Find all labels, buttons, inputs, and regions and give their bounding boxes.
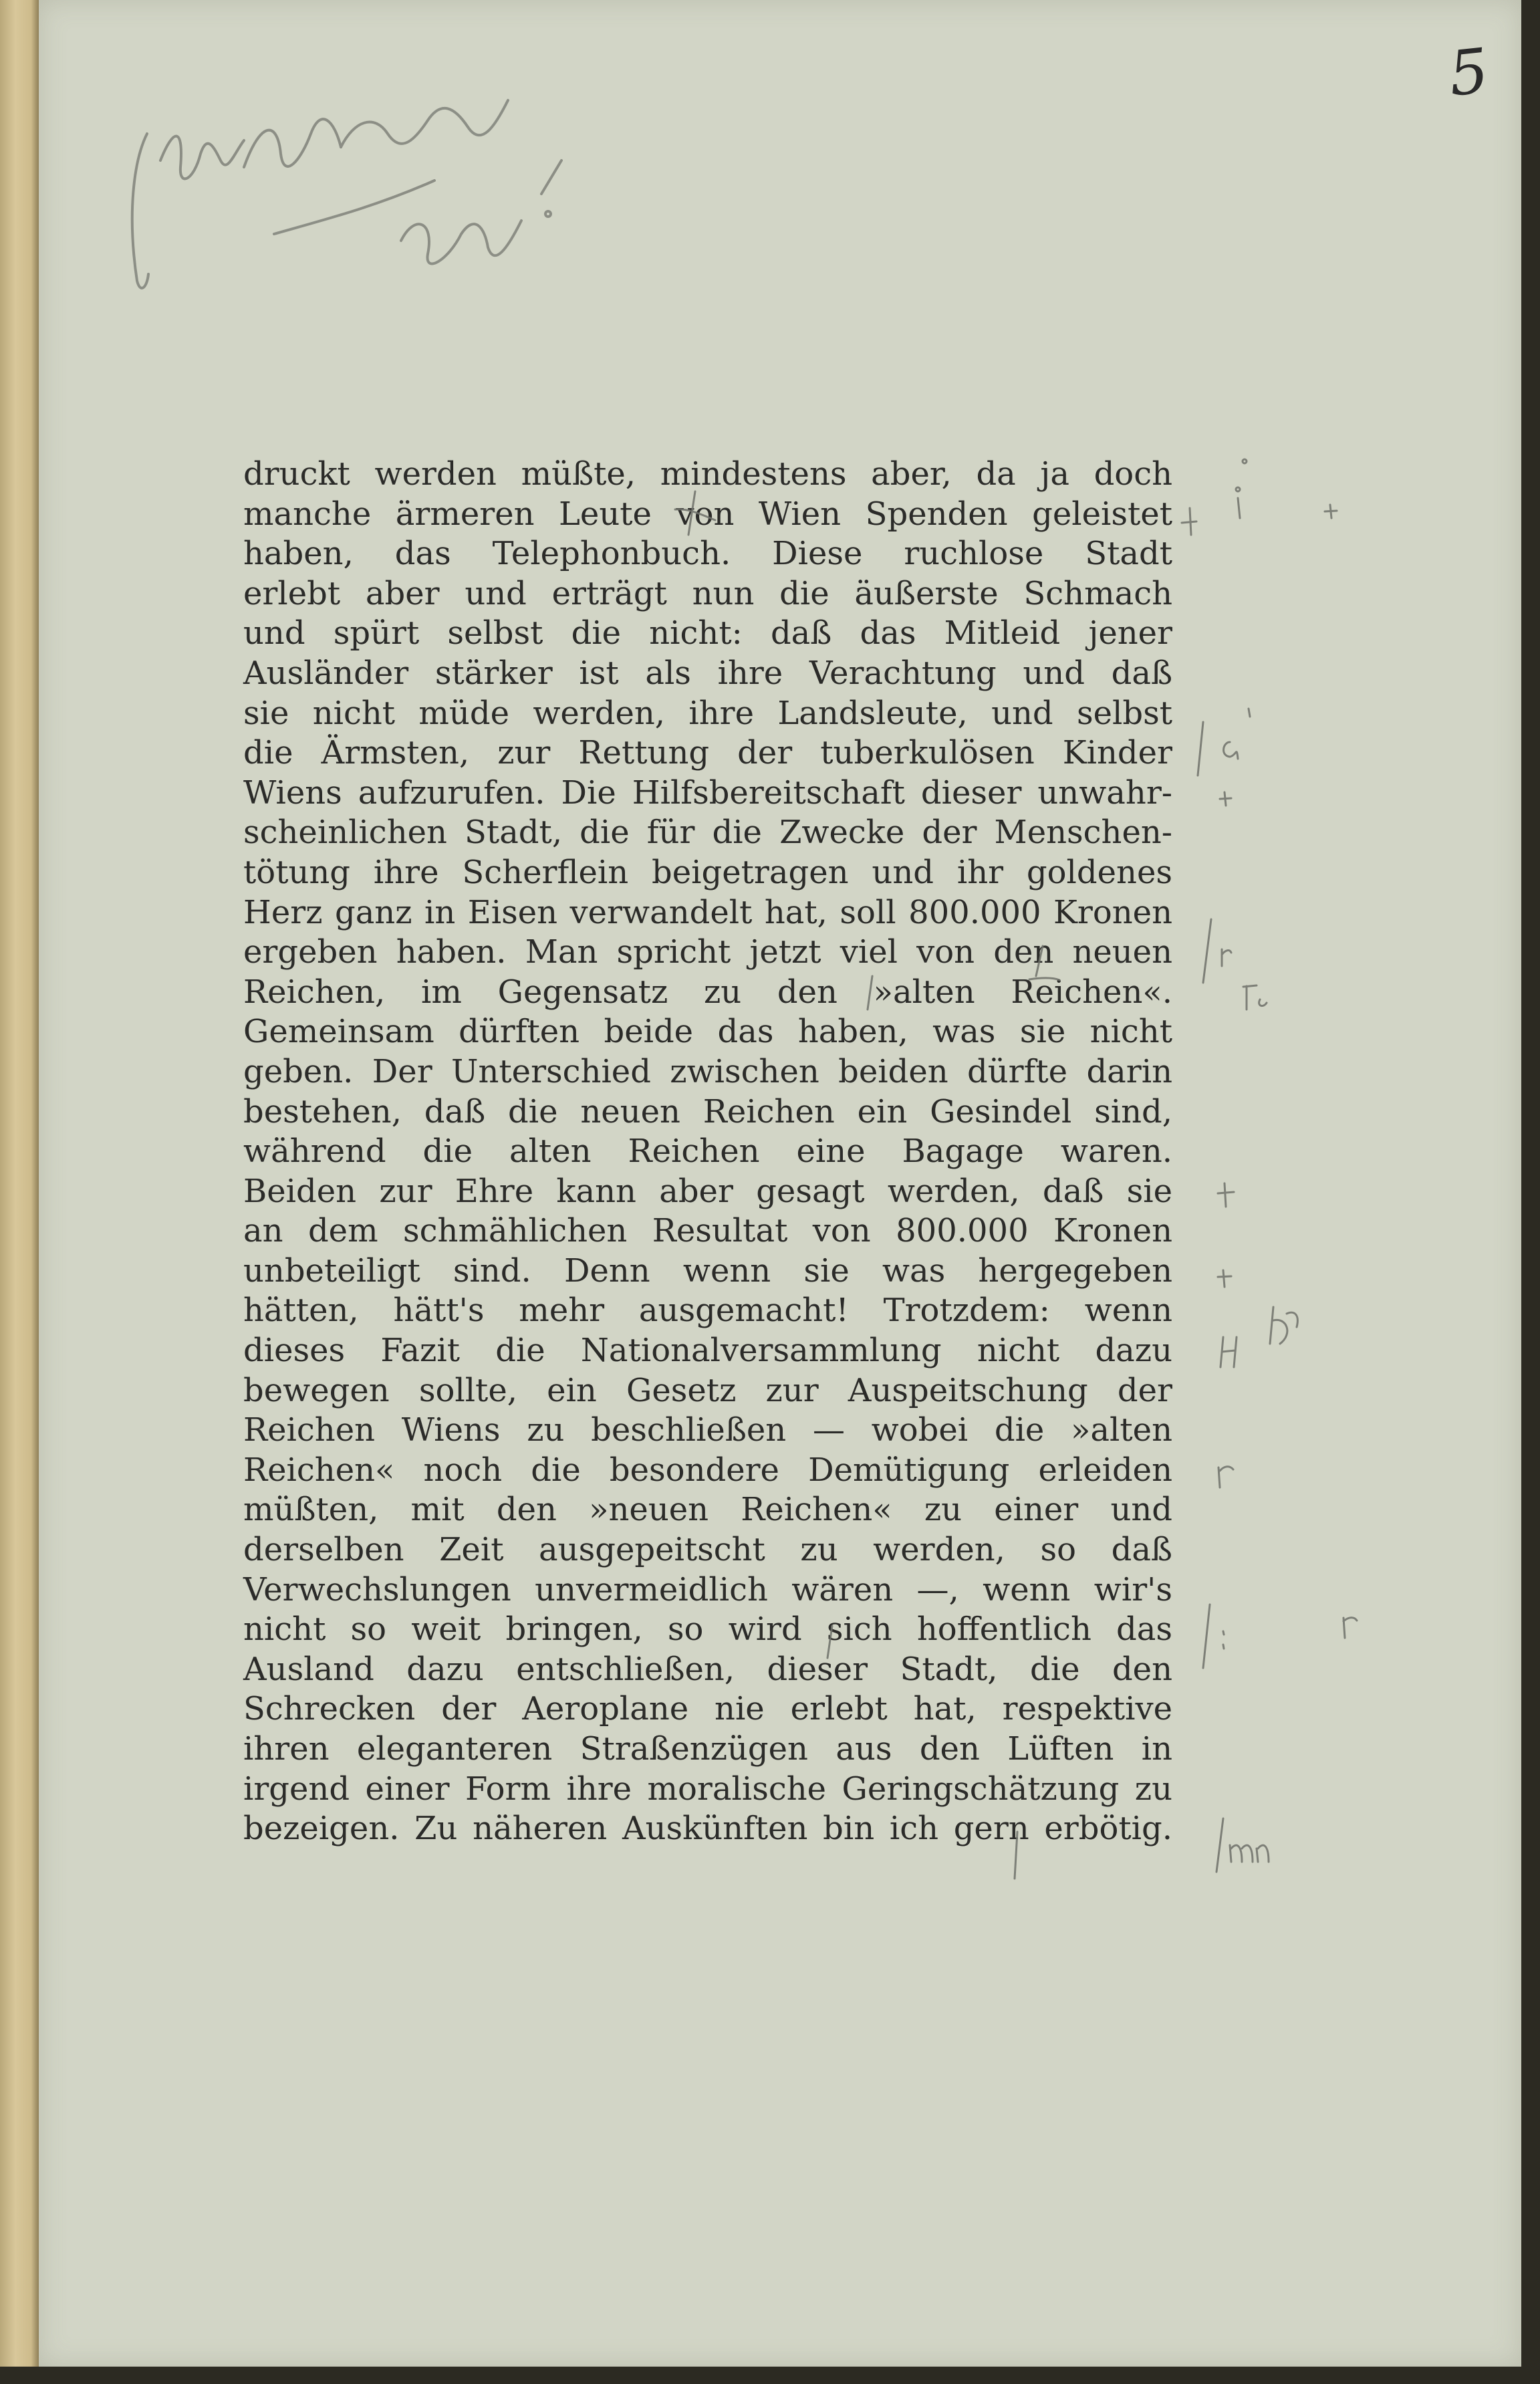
- text-line: bewegen sollte, ein Gesetz zur Auspeitschung der: [243, 1371, 1172, 1409]
- text-line: Schrecken der Aeroplane nie erlebt hat, respektive: [243, 1690, 1172, 1728]
- text-line: manche ärmeren Leute von Wien Spenden geleistet: [243, 495, 1172, 533]
- text-line: derselben Zeit ausgepeitscht zu werden, so daß: [243, 1531, 1172, 1569]
- text-line: Ausländer stärker ist als ihre Verachtung und daß: [243, 654, 1172, 692]
- text-line: und spürt selbst die nicht: daß das Mitleid jener: [243, 614, 1172, 652]
- text-line: hätten, hätt's mehr ausgemacht! Trotzdem: wenn: [243, 1292, 1172, 1330]
- body-text: [243, 455, 1172, 1849]
- text-line: Beiden zur Ehre kann aber gesagt werden, daß sie: [243, 1172, 1172, 1210]
- text-line: nicht so weit bringen, so wird sich hoffentlich das: [243, 1611, 1172, 1649]
- bottom-page-edge: [0, 2367, 1540, 2384]
- text-line: bezeigen. Zu näheren Auskünften bin ich gern erbötig.: [243, 1810, 1172, 1848]
- pencil-handwritten-note: [120, 80, 588, 308]
- text-line: Gemeinsam dürften beide das haben, was sie nicht: [243, 1013, 1172, 1051]
- text-line: Reichen Wiens zu beschließen — wobei die »alten: [243, 1411, 1172, 1449]
- text-line: Reichen, im Gegensatz zu den »alten Reichen«.: [243, 973, 1172, 1011]
- right-page-edge: [1521, 0, 1540, 2384]
- text-line: Wiens aufzurufen. Die Hilfsbereitschaft dieser unwahr-: [243, 773, 1172, 812]
- text-line: Herz ganz in Eisen verwandelt hat, soll 800.000 Kronen: [243, 893, 1172, 931]
- text-line: an dem schmählichen Resultat von 800.000 Kronen: [243, 1212, 1172, 1250]
- text-line: unbeteiligt sind. Denn wenn sie was hergegeben: [243, 1251, 1172, 1290]
- binding-strip: [0, 0, 39, 2384]
- text-line: erlebt aber und erträgt nun die äußerste Schmach: [243, 574, 1172, 612]
- text-line: druckt werden müßte, mindestens aber, da ja doch: [243, 455, 1172, 493]
- page-number: 5: [1445, 35, 1492, 110]
- text-line: ergeben haben. Man spricht jetzt viel von den neuen: [243, 933, 1172, 971]
- text-line: ihren eleganteren Straßenzügen aus den Lüften in: [243, 1730, 1172, 1768]
- text-line: haben, das Telephonbuch. Diese ruchlose Stadt: [243, 535, 1172, 573]
- text-line: tötung ihre Scherflein beigetragen und ihr goldenes: [243, 853, 1172, 891]
- text-line: die Ärmsten, zur Rettung der tuberkulösen Kinder: [243, 734, 1172, 772]
- text-line: irgend einer Form ihre moralische Geringschätzung zu: [243, 1770, 1172, 1808]
- text-line: dieses Fazit die Nationalversammlung nicht dazu: [243, 1332, 1172, 1370]
- text-line: Reichen« noch die besondere Demütigung erleiden: [243, 1451, 1172, 1489]
- text-line: Verwechslungen unvermeidlich wären —, wenn wir's: [243, 1570, 1172, 1608]
- text-line: scheinlichen Stadt, die für die Zwecke der Menschen-: [243, 814, 1172, 852]
- text-line: müßten, mit den »neuen Reichen« zu einer und: [243, 1491, 1172, 1529]
- text-line: Ausland dazu entschließen, dieser Stadt, die den: [243, 1650, 1172, 1688]
- text-line: sie nicht müde werden, ihre Landsleute, und selbst: [243, 694, 1172, 732]
- text-line: bestehen, daß die neuen Reichen ein Gesindel sind,: [243, 1092, 1172, 1130]
- text-line: geben. Der Unterschied zwischen beiden dürfte darin: [243, 1052, 1172, 1090]
- text-line: während die alten Reichen eine Bagage waren.: [243, 1133, 1172, 1171]
